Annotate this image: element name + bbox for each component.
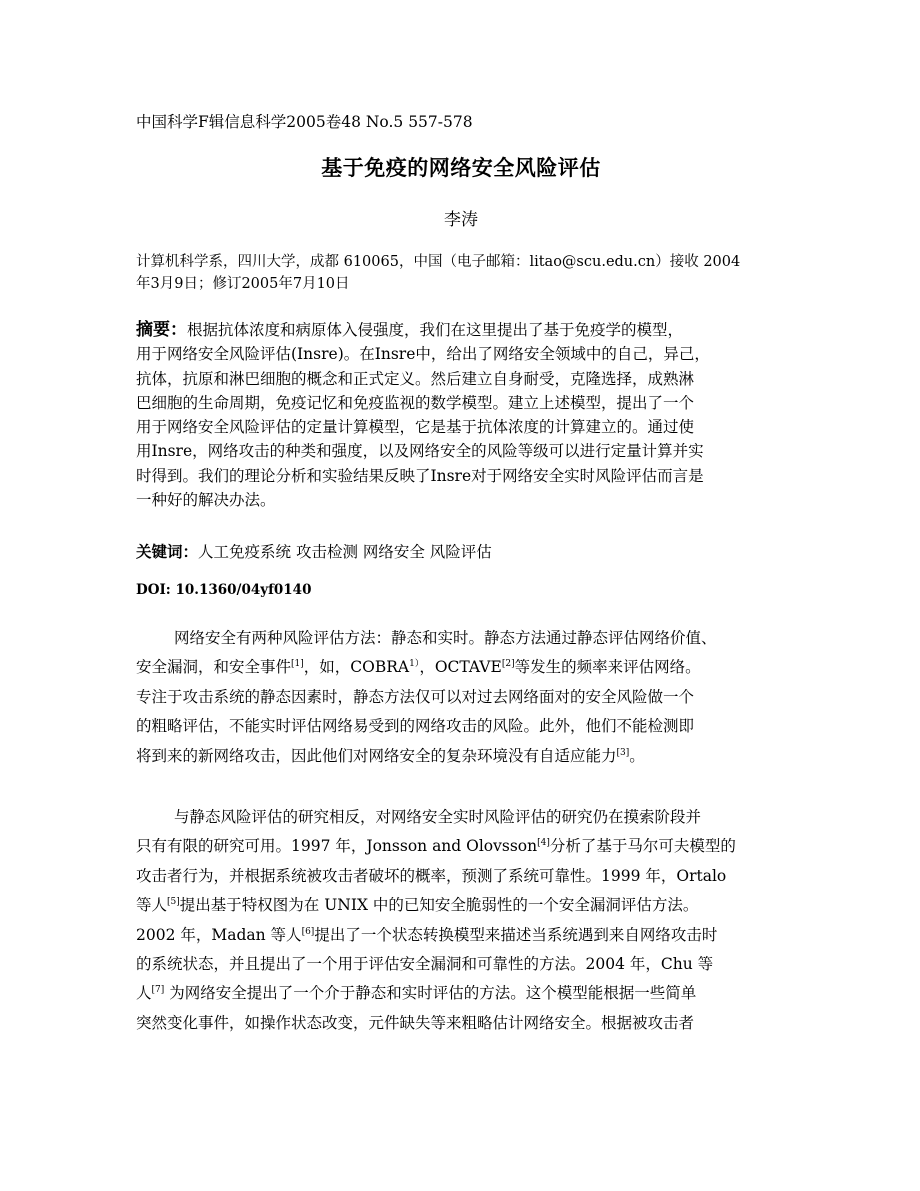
text-span: 等人	[136, 896, 168, 915]
citation-ref: [4]	[537, 838, 550, 849]
text-span: 将到来的新网络攻击，因此他们对网络安全的复杂环境没有自适应能力	[136, 746, 617, 765]
citation-ref: [6]	[301, 926, 315, 937]
text-span: 人	[136, 984, 152, 1003]
citation-ref: [1]	[291, 659, 304, 670]
text-span: 等发生的频率来评估网络。	[514, 658, 701, 677]
abstract-line: 抗体，抗原和淋巴细胞的概念和正式定义。然后建立自身耐受，克隆选择，成熟淋	[136, 369, 695, 388]
citation-ref: [3]	[616, 747, 630, 758]
abstract-line: 巴细胞的生命周期，免疫记忆和免疫监视的数学模型。建立上述模型，提出了一个	[136, 393, 695, 412]
citation-ref: [2]	[501, 659, 515, 670]
abstract-line: 时得到。我们的理论分析和实验结果反映了Insre对于网络安全实时风险评估而言是	[136, 466, 704, 485]
affiliation-line: 计算机科学系，四川大学，成都 610065，中国（电子邮箱：litao@scu.edu.cn）接收 2004	[136, 254, 741, 270]
text-span: 。	[629, 746, 645, 765]
text-span: 提出了一个状态转换模型来描述当系统遇到来自网络攻击时	[314, 925, 718, 944]
abstract	[136, 318, 791, 512]
text-span: 为网络安全提出了一个介于静态和实时评估的方法。这个模型能根据一些简单	[164, 984, 697, 1003]
text-span: 提出基于特权图为在 UNIX 中的已知安全脆弱性的一个安全漏洞评估方法。	[179, 896, 699, 915]
paragraph-line: 攻击者行为，并根据系统被攻击者破坏的概率，预测了系统可靠性。1999 年，Ortalo	[136, 866, 727, 885]
citation-ref: [7]	[151, 985, 165, 996]
body-paragraph-1	[136, 624, 791, 771]
text-span: 2002 年，Madan 等人	[136, 925, 302, 944]
abstract-line: 用Insre，网络攻击的种类和强度，以及网络安全的风险等级可以进行定量计算并实	[136, 442, 704, 461]
paragraph-line	[136, 891, 791, 920]
paragraph-line: 与静态风险评估的研究相反，对网络安全实时风险评估的研究仍在摸索阶段并	[174, 808, 702, 826]
doi: DOI: 10.1360/04yf0140	[136, 582, 312, 598]
affiliation	[136, 251, 786, 295]
citation-ref: [5]	[167, 897, 180, 908]
text-span: 安全漏洞，和安全事件	[136, 658, 292, 677]
text-span: 1997 年，Jonsson and Olovsson	[291, 837, 538, 856]
paper-title: 基于免疫的网络安全风险评估	[321, 155, 601, 180]
footnote-ref: 1）	[409, 659, 420, 670]
keywords	[136, 540, 492, 562]
paragraph-line: 专注于攻击系统的静态因素时，静态方法仅可以对过去网络面对的安全风险做一个	[136, 687, 695, 706]
journal-citation: 中国科学F辑信息科学2005卷48 No.5 557-578	[136, 113, 473, 131]
abstract-line: 一种好的解决办法。	[136, 491, 276, 510]
text-span: ，OCTAVE	[419, 658, 502, 677]
paragraph-line: 突然变化事件，如操作状态改变，元件缺失等来粗略估计网络安全。根据被攻击者	[136, 1013, 695, 1032]
text-span: 只有有限的研究可用。	[136, 837, 292, 856]
paragraph-line	[136, 979, 791, 1008]
affiliation-line: 年3月9日；修订2005年7月10日	[136, 276, 350, 292]
abstract-line: 用于网络安全风险评估的定量计算模型，它是基于抗体浓度的计算建立的。通过使	[136, 418, 695, 437]
text-span: ，如，COBRA	[303, 658, 410, 677]
keywords-label: 关键词：	[136, 542, 199, 561]
paragraph-line	[136, 832, 791, 861]
author-name: 李涛	[444, 210, 478, 230]
paragraph-line: 的系统状态，并且提出了一个用于评估安全漏洞和可靠性的方法。2004 年，Chu 等	[136, 955, 714, 974]
paragraph-line	[136, 653, 791, 682]
paragraph-line: 网络安全有两种风险评估方法：静态和实时。静态方法通过静态评估网络价值、	[174, 629, 717, 647]
text-span: 分析了基于马尔可夫模型的	[549, 837, 736, 856]
abstract-label: 摘要：	[136, 320, 187, 340]
body-paragraph-2	[136, 803, 791, 1038]
paragraph-line: 的粗略评估，不能实时评估网络易受到的网络攻击的风险。此外，他们不能检测即	[136, 717, 695, 736]
paragraph-line	[136, 742, 791, 771]
abstract-text: 根据抗体浓度和病原体入侵强度，我们在这里提出了基于免疫学的模型，	[187, 321, 684, 339]
abstract-line: 用于网络安全风险评估(Insre)。在Insre中，给出了网络安全领域中的自己，异己，	[136, 345, 710, 364]
paragraph-line	[136, 921, 791, 950]
abstract-line	[136, 318, 791, 342]
keywords-text: 人工免疫系统 攻击检测 网络安全 风险评估	[198, 543, 492, 561]
